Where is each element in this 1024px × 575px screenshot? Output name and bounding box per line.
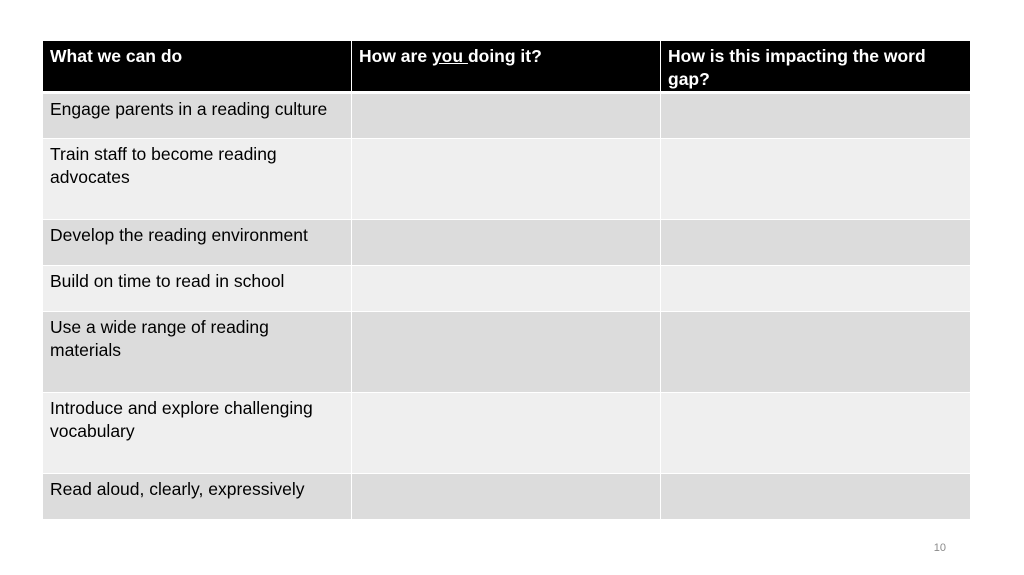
header-emphasis-you: you: [431, 46, 468, 66]
response-cell[interactable]: [352, 93, 661, 139]
row-label: Engage parents in a reading culture: [43, 93, 352, 139]
table-row: [43, 312, 971, 393]
header-how-are-you-doing-it: How are you doing it?: [352, 41, 661, 93]
row-label: Train staff to become reading advocates: [43, 139, 352, 220]
impact-cell[interactable]: [661, 93, 971, 139]
response-cell[interactable]: [352, 220, 661, 266]
table-row: [43, 93, 971, 139]
page-number: 10: [933, 542, 946, 554]
response-cell[interactable]: [352, 393, 661, 474]
header-impact-on-word-gap: How is this impacting the word gap?: [661, 41, 971, 93]
response-cell[interactable]: [352, 266, 661, 312]
row-label: Build on time to read in school: [43, 266, 352, 312]
table-row: [43, 139, 971, 220]
row-label: Develop the reading environment: [43, 220, 352, 266]
table-row: [43, 220, 971, 266]
reading-actions-table: [42, 40, 971, 520]
row-label: Read aloud, clearly, expressively: [43, 474, 352, 520]
response-cell[interactable]: [352, 474, 661, 520]
row-label: Use a wide range of reading materials: [43, 312, 352, 393]
impact-cell[interactable]: [661, 266, 971, 312]
table-row: [43, 266, 971, 312]
response-cell[interactable]: [352, 312, 661, 393]
impact-cell[interactable]: [661, 220, 971, 266]
header-what-we-can-do: What we can do: [43, 41, 352, 93]
table-row: [43, 393, 971, 474]
table-row: [43, 474, 971, 520]
row-label: Introduce and explore challenging vocabulary: [43, 393, 352, 474]
response-cell[interactable]: [352, 139, 661, 220]
impact-cell[interactable]: [661, 393, 971, 474]
impact-cell[interactable]: [661, 474, 971, 520]
impact-cell[interactable]: [661, 312, 971, 393]
table-header-row: [43, 41, 971, 93]
impact-cell[interactable]: [661, 139, 971, 220]
